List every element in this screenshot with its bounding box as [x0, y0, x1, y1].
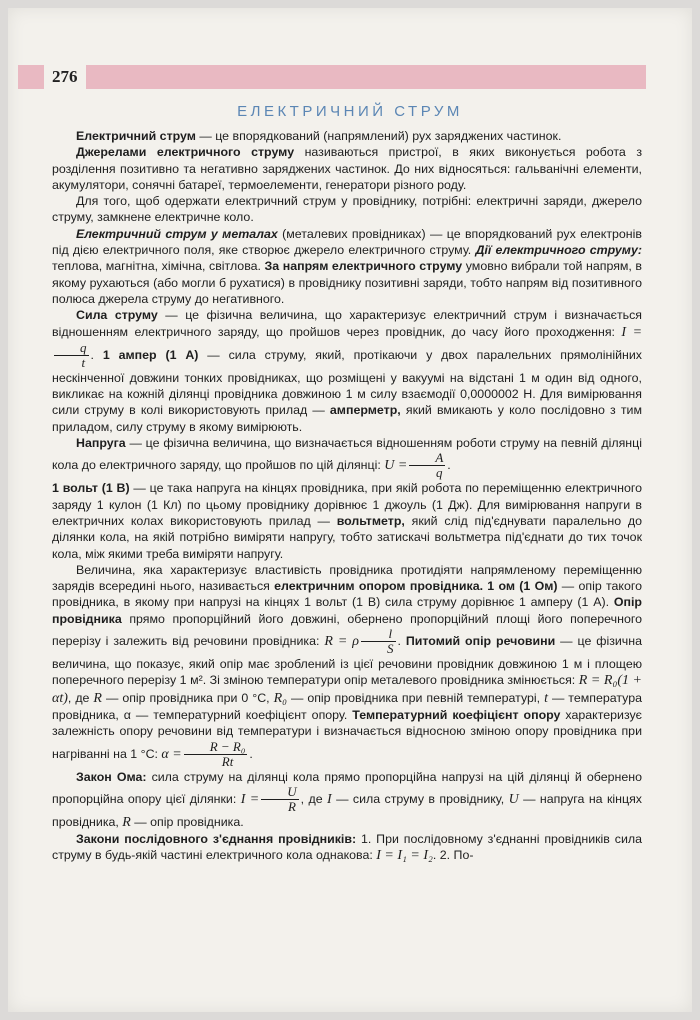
formula-current: I = [621, 324, 643, 340]
formula-resistance: R = ρ [324, 633, 359, 649]
paragraph-resistance: Величина, яка характеризує властивість провідника протидіяти напрямленому переміщенню зарядів всередині нього, називається електричним опором провідника. 1 ом (1 Ом) — опір такого провідника, в якому при напрузі на кінцях 1 вольт (1 В) сила струму дорівнює 1 амперу (1 А). Опір провідника прямо пропорційний його довжині, обернено пропорційний площі його поперечного перерізу і залежить від речовини провідника: R = ρ $\frac{l}{S}$ . Питомий опір речовини — це фізична величина, що показує, який опір має зроблений із цієї речовини провідник довжиною 1 м і площею поперечного перерізу 1 м². Зі зміною температури опір металевого провідника змінюється: R = R₀(1 + αt), де R — опір провідника при 0 °С, R₀ — опір провідника при певній температурі, t — температура провідника, α — температурний коефіцієнт опору. Температурний коефіцієнт опору характеризує залежність опору речовини від температури і визначається відносною зміною опору провідника при нагріванні на 1 °С: α = $\frac{\text{R − R₀}}{Rt}$ . [52, 562, 643, 769]
fraction-q-over-t: $\frac{q}{t}$ [54, 341, 89, 370]
book-page [8, 8, 692, 1012]
paragraph-definition-current: Електричний струм — це впорядкований (напрямлений) рух заряджених частинок. [76, 129, 562, 143]
formula-alpha: α = [161, 746, 182, 762]
section-title: ЕЛЕКТРИЧНИЙ СТРУМ [237, 103, 463, 120]
paragraph-ohms-law: Закон Ома: сила струму на ділянці кола прямо пропорційна напрузі на цій ділянці й обернено пропорційна опору цієї ділянки: I = $\frac{U}{R}$ , де I — сила струму в провіднику, U — напруга на кінцях провідника, R — опір провідника. [52, 769, 642, 830]
body-text [52, 128, 642, 865]
paragraph-voltage: Напруга — це фізична величина, що визначається відношенням роботи струму на певній ділянці кола до електричного заряду, що пройшов по цій ділянці: U = $\frac{A}{q}$ . [52, 436, 642, 481]
page-number: 276 [44, 65, 86, 89]
paragraph-current-in-metals: Електричний струм у металах (металевих провідниках) — це впорядкований рух електронів під дією електричного поля, яке створює джерело електричного струму. Дії електричного струму: теплова, магнітна, хімічна, світлова. За напрям електричного струму умовно вибрали той напрям, в якому рухаються (або могли б рухатися) в провіднику позитивні заряди, тобто напрям від позитивного полюса джерела струму до негативного. [52, 226, 642, 306]
paragraph-current-strength: Сила струму — це фізична величина, що характеризує електричний струм і визначається відношенням електричного заряду, що пройшов через провідник, до часу його проходження: I = $\frac{q}{t}$ . 1 ампер (1 А) — сила струму, який, протікаючи у двох паралельних прямолінійних нескінченної довжини тонких провідниках, що розміщені у вакуумі на відстані 1 м один від одного, викликає на кожній ділянці провідника довжиною 1 м силу взаємодії 0,0000002 Н. Для вимірювання сили струму в колі використовують прилад — амперметр, який вмикають у коло послідовно з тим приладом, силу струму в якому вимірюють. [52, 308, 643, 434]
paragraph-current-sources: Джерелами електричного струму називаються пристрої, в яких виконується робота з розділення позитивно та негативно заряджених частинок. До них відносяться: гальванічні елементи, акумулятори, сонячні батареї, термоелементи, генератори різного роду. [52, 145, 643, 192]
fraction-alpha: $\frac{\text{R − R₀}}{Rt}$ [184, 740, 248, 769]
header-band [18, 65, 646, 89]
paragraph-volt: 1 вольт (1 В) — це така напруга на кінцях провідника, при якій робота по переміщенню електричного заряду 1 кулон (1 Кл) по цьому провіднику дорівнює 1 джоуль (1 Дж). Для вимірювання напруги в електричних колах використовують прилад — вольтметр, який слід під'єднувати паралельно до ділянки кола, на якій потрібно виміряти напругу, тобто затискачі вольтметра під'єднати до тих точок кола, між якими треба виміряти напругу. [52, 481, 642, 561]
formula-ohm: I = [240, 791, 260, 807]
fraction-l-over-s: $\frac{l}{S}$ [361, 627, 396, 656]
formula-voltage: U = [384, 458, 408, 474]
fraction-a-over-q: $\frac{A}{q}$ [409, 451, 445, 480]
paragraph-conditions: Для того, щоб одержати електричний струм у провіднику, потрібні: електричні заряди, джерело струму, замкнене електричне коло. [52, 194, 642, 225]
fraction-u-over-r: $\frac{U}{R}$ [261, 785, 298, 814]
paragraph-series-connection: Закони послідовного з'єднання провідників: 1. При послідовному з'єднанні провідників сила струму в будь-якій частині електричного кола однакова: I = I₁ = I₂. 2. По- [52, 832, 642, 864]
